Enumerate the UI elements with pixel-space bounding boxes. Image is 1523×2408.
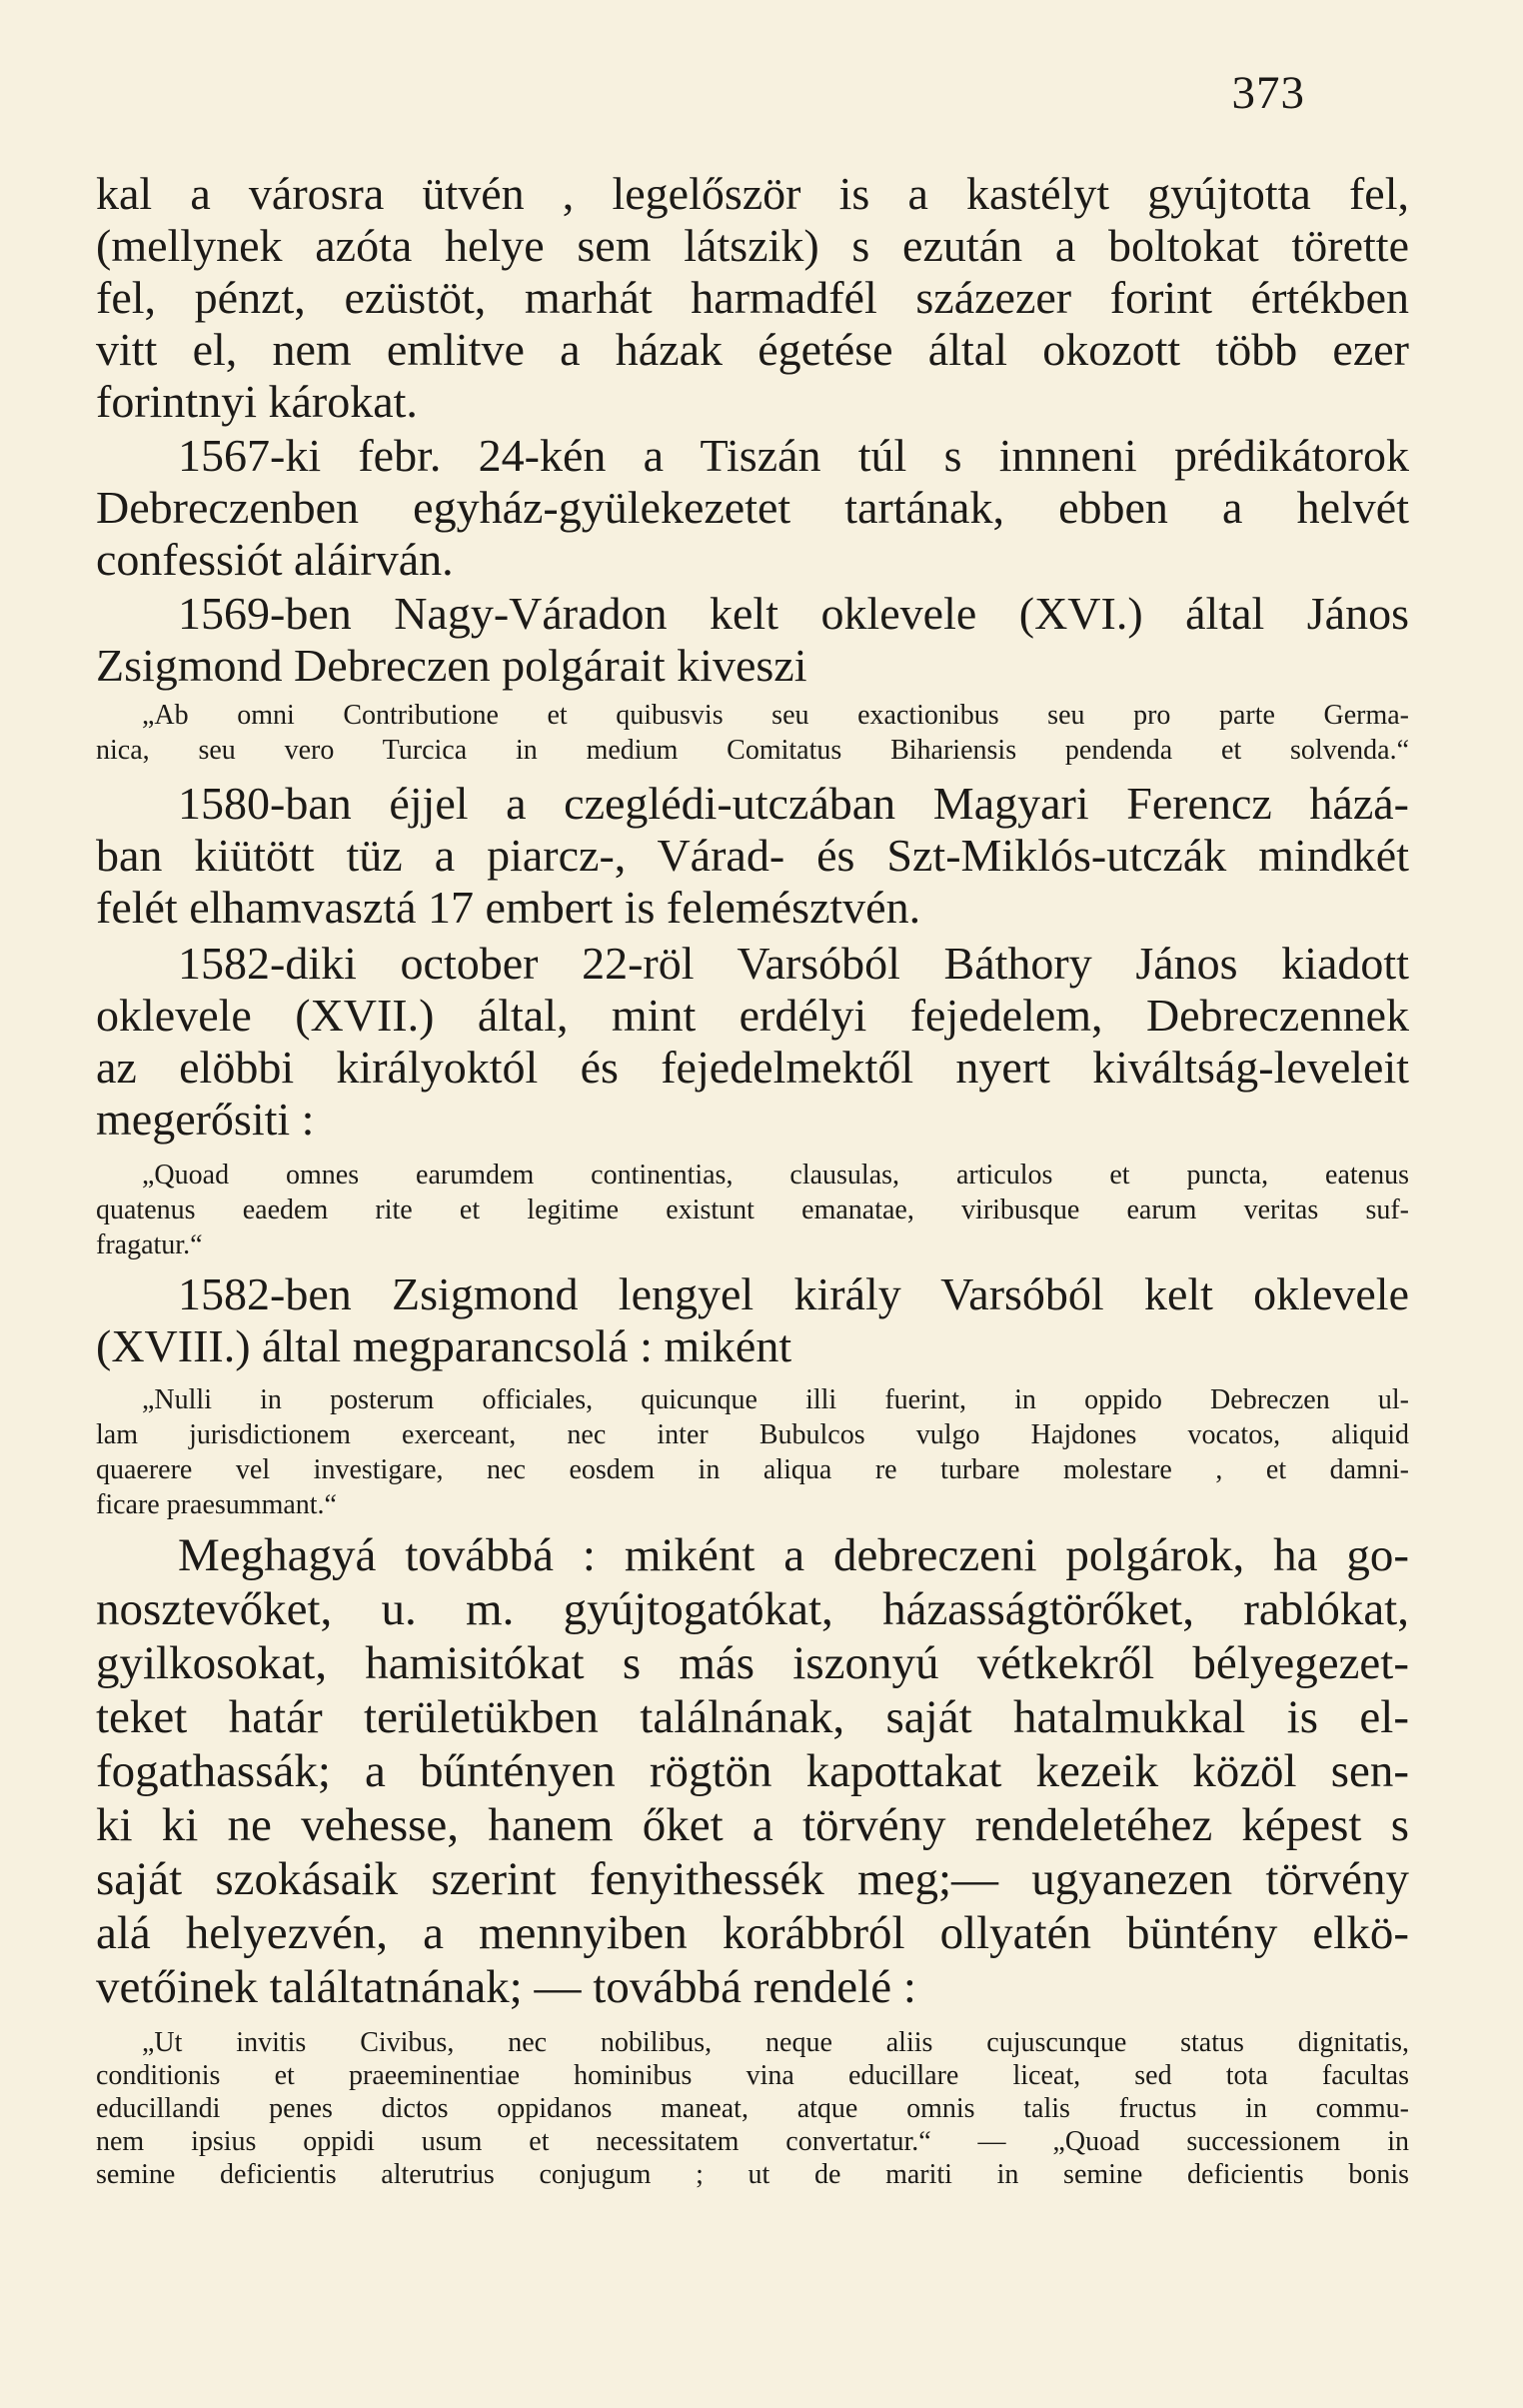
- quote-line: semine deficientis alterutrius conjugum ; ut de mariti in semine deficientis bonis: [96, 2159, 1409, 2190]
- latin-quote-1: [96, 698, 1409, 768]
- text-line: 1582-diki october 22-röl Varsóból Báthory János kiadott: [178, 938, 1409, 989]
- text-line: ban kiütött tüz a piarcz-, Várad- és Szt-Miklós-utczák mindkét: [96, 830, 1409, 881]
- quote-line: fragatur.“: [96, 1229, 203, 1260]
- paragraph-1567: [96, 430, 1409, 586]
- paragraph-1582-bathory: [96, 938, 1409, 1146]
- quote-line: quaerere vel investigare, nec eosdem in aliqua re turbare molestare , et damni-: [96, 1454, 1409, 1485]
- text-line: 1567-ki febr. 24-kén a Tiszán túl s innneni prédikátorok: [178, 430, 1409, 481]
- quote-line: „Quoad omnes earumdem continentias, clausulas, articulos et puncta, eatenus: [142, 1160, 1409, 1191]
- quote-line: ficare praesummant.“: [96, 1489, 337, 1520]
- latin-quote-4: [96, 2026, 1409, 2191]
- text-line: confessiót aláirván.: [96, 534, 454, 585]
- quote-line: nica, seu vero Turcica in medium Comitatus Bihariensis pendenda et solvenda.“: [96, 735, 1409, 766]
- quote-line: quatenus eaedem rite et legitime existunt emanatae, viribusque earum veritas suf-: [96, 1195, 1409, 1225]
- quote-line: conditionis et praeeminentiae hominibus vina educillare liceat, sed tota facultas: [96, 2060, 1409, 2091]
- text-line: az elöbbi királyoktól és fejedelmektől nyert kiváltság-leveleit: [96, 1042, 1409, 1093]
- quote-line: nem ipsius oppidi usum et necessitatem convertatur.“ — „Quoad successionem in: [96, 2126, 1409, 2157]
- quote-line: „Nulli in posterum officiales, quicunque illi fuerint, in oppido Debreczen ul-: [142, 1384, 1409, 1415]
- text-line: Meghagyá továbbá : miként a debreczeni polgárok, ha go-: [178, 1529, 1409, 1581]
- page-text: [96, 168, 1409, 2191]
- paragraph-1: [96, 168, 1409, 428]
- text-line: vetőinek találtatnának; — továbbá rendelé :: [96, 1961, 916, 2013]
- text-line: 1569-ben Nagy-Váradon kelt oklevele (XVI.) által János: [178, 588, 1409, 639]
- latin-quote-2: [96, 1158, 1409, 1262]
- text-line: 1582-ben Zsigmond lengyel király Varsóból kelt oklevele: [178, 1268, 1409, 1319]
- text-line: Zsigmond Debreczen polgárait kiveszi: [96, 640, 807, 691]
- text-line: (XVIII.) által megparancsolá : miként: [96, 1320, 792, 1371]
- text-line: saját szokásaik szerint fenyithessék meg;— ugyanezen törvény: [96, 1853, 1409, 1905]
- text-line: felét elhamvasztá 17 embert is felemésztvén.: [96, 882, 921, 933]
- text-line: teket határ területükben találnának, saját hatalmukkal is el-: [96, 1691, 1409, 1743]
- text-line: 1580-ban éjjel a czeglédi-utczában Magyari Ferencz házá-: [178, 778, 1409, 829]
- text-line: fogathassák; a bűntényen rögtön kapottakat kezeik közöl sen-: [96, 1745, 1409, 1797]
- text-line: Debreczenben egyház-gyülekezetet tartának, ebben a helvét: [96, 482, 1409, 533]
- latin-quote-3: [96, 1382, 1409, 1522]
- text-line: gyilkosokat, hamisitókat s más iszonyú vétkekről bélyegezet-: [96, 1637, 1409, 1689]
- quote-line: „Ut invitis Civibus, nec nobilibus, neque aliis cujuscunque status dignitatis,: [142, 2027, 1409, 2058]
- text-line: oklevele (XVII.) által, mint erdélyi fejedelem, Debreczennek: [96, 990, 1409, 1041]
- text-line: forintnyi károkat.: [96, 376, 418, 427]
- quote-line: educillandi penes dictos oppidanos maneat, atque omnis talis fructus in commu-: [96, 2093, 1409, 2124]
- paragraph-1569: [96, 588, 1409, 692]
- quote-line: lam jurisdictionem exerceant, nec inter Bubulcos vulgo Hajdones vocatos, aliquid: [96, 1419, 1409, 1450]
- page-number: 373: [1231, 67, 1305, 119]
- paragraph-meghagya: [96, 1528, 1409, 2014]
- text-line: (mellynek azóta helye sem látszik) s ezután a boltokat törette: [96, 220, 1409, 271]
- text-line: kal a városra ütvén , legelőször is a kastélyt gyújtotta fel,: [96, 168, 1409, 219]
- text-line: fel, pénzt, ezüstöt, marhát harmadfél százezer forint értékben: [96, 272, 1409, 323]
- text-line: ki ki ne vehesse, hanem őket a törvény rendeletéhez képest s: [96, 1799, 1409, 1851]
- quote-line: „Ab omni Contributione et quibusvis seu exactionibus seu pro parte Germa-: [142, 700, 1409, 731]
- paragraph-1580: [96, 778, 1409, 934]
- text-line: vitt el, nem emlitve a házak égetése által okozott több ezer: [96, 324, 1409, 375]
- text-line: nosztevőket, u. m. gyújtogatókat, házasságtörőket, rablókat,: [96, 1583, 1409, 1635]
- text-line: megerősiti :: [96, 1094, 315, 1145]
- text-line: alá helyezvén, a mennyiben korábbról ollyatén büntény elkö-: [96, 1907, 1409, 1959]
- paragraph-1582-zsigmond: [96, 1268, 1409, 1372]
